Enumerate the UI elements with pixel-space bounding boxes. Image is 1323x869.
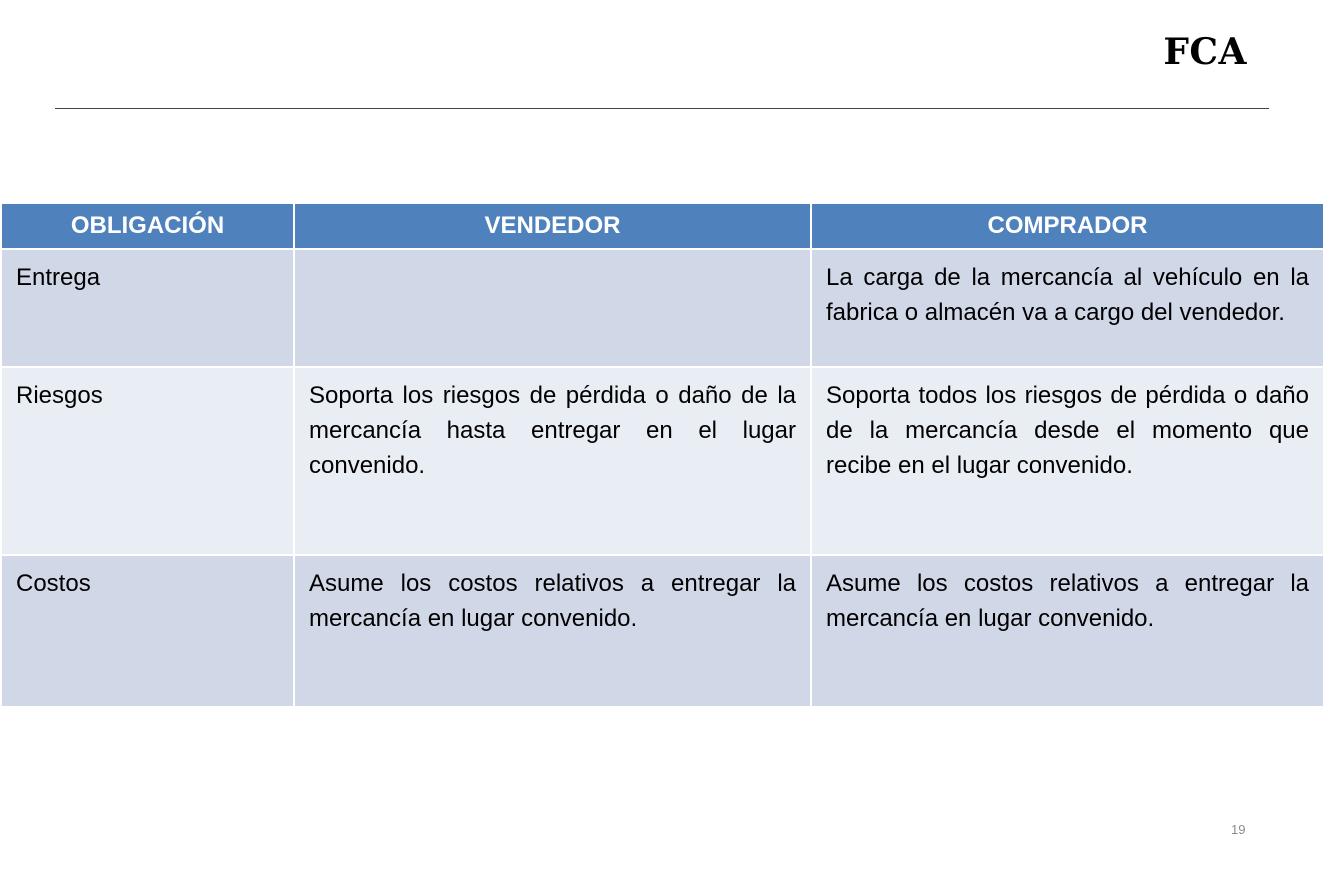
cell-obligacion: Entrega	[1, 249, 294, 367]
obligations-table	[0, 202, 1323, 708]
header-comprador: COMPRADOR	[811, 203, 1323, 249]
cell-obligacion: Costos	[1, 555, 294, 707]
page-number: 19	[1231, 822, 1246, 837]
cell-vendedor: Soporta los riesgos de pérdida o daño de la mercancía hasta entregar en el lugar convenido.	[294, 367, 811, 555]
cell-vendedor	[294, 249, 811, 367]
table-row-entrega	[1, 249, 1323, 367]
table-row-costos	[1, 555, 1323, 707]
cell-comprador: Asume los costos relativos a entregar la mercancía en lugar convenido.	[811, 555, 1323, 707]
header-obligacion: OBLIGACIÓN	[1, 203, 294, 249]
table-row-riesgos	[1, 367, 1323, 555]
slide-title: FCA	[1163, 31, 1247, 73]
table-header-row	[1, 203, 1323, 249]
cell-comprador: La carga de la mercancía al vehículo en la fabrica o almacén va a cargo del vendedor.	[811, 249, 1323, 367]
header-vendedor: VENDEDOR	[294, 203, 811, 249]
title-divider	[55, 108, 1269, 109]
cell-obligacion: Riesgos	[1, 367, 294, 555]
cell-vendedor: Asume los costos relativos a entregar la mercancía en lugar convenido.	[294, 555, 811, 707]
cell-comprador: Soporta todos los riesgos de pérdida o daño de la mercancía desde el momento que recibe en el lugar convenido.	[811, 367, 1323, 555]
